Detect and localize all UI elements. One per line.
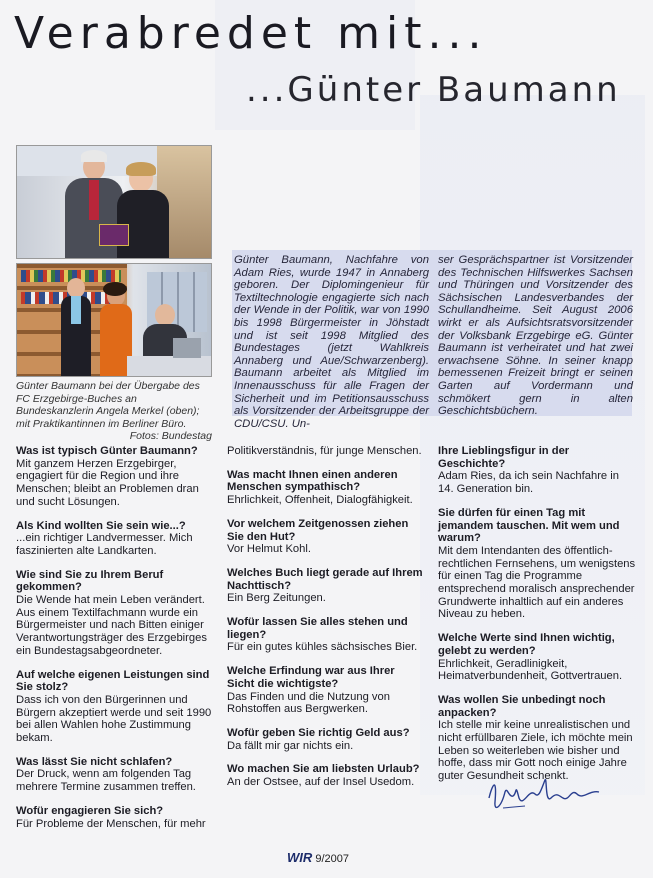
- question: Was ist typisch Günter Baumann?: [16, 445, 198, 457]
- question: Wo machen Sie am liebsten Urlaub?: [227, 763, 420, 776]
- page-footer: [287, 850, 349, 865]
- qa-item: [16, 445, 214, 509]
- question: Was wollen Sie unbedingt noch anpacken?: [438, 693, 606, 719]
- answer: ...ein richtiger Landvermesser. Mich faszinierten alte Landkarten.: [16, 532, 193, 557]
- qa-item: [227, 616, 425, 654]
- qa-item: [438, 507, 636, 621]
- qa-item: [227, 665, 425, 716]
- question: Wie sind Sie zu Ihrem Beruf gekommen?: [16, 568, 164, 594]
- answer: Ehrlichkeit, Offenheit, Dialogfähigkeit.: [227, 494, 413, 507]
- question: Ihre Lieblingsfigur in der Geschichte?: [438, 445, 570, 470]
- question: Was macht Ihnen einen anderen Menschen sympathisch?: [227, 468, 398, 494]
- interview-column-3: [438, 445, 636, 794]
- qa-item: [16, 569, 214, 658]
- qa-item: [16, 520, 214, 558]
- qa-item: [227, 469, 425, 507]
- answer: Mit ganzem Herzen Erzgebirger, engagiert für die Region und ihre Menschen; bleibt an Problemen dran und sucht Lösungen.: [16, 457, 199, 508]
- qa-item: [16, 805, 214, 830]
- photo-credit: Fotos: Bundestag: [129, 430, 212, 442]
- page-title: Verabredet mit...: [14, 8, 488, 59]
- qa-item: [16, 669, 214, 745]
- photo-book-handover: [16, 145, 212, 259]
- qa-item: [227, 445, 425, 458]
- question: Welche Erfindung war aus Ihrer Sicht die wichtigste?: [227, 665, 395, 690]
- answer: Ehrlichkeit, Geradlinigkeit, Heimatverbundenheit, Gottvertrauen.: [438, 657, 623, 683]
- photo-caption: [16, 380, 212, 443]
- issue-number: 9/2007: [315, 853, 349, 865]
- answer: Die Wende hat mein Leben verändert. Aus einem Textilfachmann wurde ein Bürgermeister und nach Bitten einiger Verantwortungsträger des Erzgebirges ein Bundestagsabgeordneter.: [16, 594, 207, 657]
- caption-text: Günter Baumann bei der Übergabe des FC Erzgebirge-Buches an Bundeskanzlerin Angela Merkel (oben); mit Praktikantinnen im Berliner Büro.: [16, 380, 200, 430]
- answer: Das Finden und die Nutzung von Rohstoffen aus Bergwerken.: [227, 690, 390, 716]
- answer: Der Druck, wenn am folgenden Tag mehrere Termine zusammen treffen.: [16, 768, 196, 794]
- answer: Dass ich von den Bürgerinnen und Bürgern akzeptiert werde und seit 1990 bei allen Wahlen hohe Zustimmung bekam.: [16, 693, 212, 745]
- qa-item: [227, 518, 425, 556]
- question: Wofür engagieren Sie sich?: [16, 804, 164, 817]
- magazine-logo: WIR: [287, 850, 313, 865]
- question: Wofür geben Sie richtig Geld aus?: [227, 726, 410, 739]
- answer: Ich stelle mir keine unrealistischen und nicht erfüllbaren Ziele, ich möchte mein Leben so weiterleben wie bisher und hoffe, dass mir Gott noch einige Jahre guter Gesundheit schenkt.: [438, 719, 633, 783]
- qa-item: [16, 756, 214, 794]
- page-subtitle: ...Günter Baumann: [246, 70, 621, 110]
- question: Auf welche eigenen Leistungen sind Sie stolz?: [16, 668, 210, 694]
- question: Welche Werte sind Ihnen wichtig, gelebt zu werden?: [438, 632, 615, 657]
- qa-item: [227, 727, 425, 752]
- qa-item: [438, 445, 636, 496]
- qa-item: [438, 632, 636, 683]
- question: Was lässt Sie nicht schlafen?: [16, 755, 173, 768]
- signature: [485, 768, 605, 818]
- photo-office-interns: [16, 263, 212, 377]
- answer-continued: Politikverständnis, für junge Menschen.: [227, 445, 422, 457]
- answer: Da fällt mir gar nichts ein.: [227, 739, 354, 752]
- question: Wofür lassen Sie alles stehen und liegen?: [227, 616, 408, 641]
- answer: Adam Ries, da ich sein Nachfahre in 14. Generation bin.: [438, 470, 619, 496]
- interview-column-2: [227, 445, 425, 800]
- answer: Ein Berg Zeitungen.: [227, 592, 326, 605]
- qa-item: [227, 567, 425, 605]
- question: Welches Buch liegt gerade auf Ihrem Nachttisch?: [227, 566, 423, 592]
- answer: Mit dem Intendanten des öffentlich-rechtlichen Fernsehens, um wenigstens für einen Tag die Programme entsprechend moralisch ansprechender Grundwerte inhaltlich auf ein anderes Niveau zu heben.: [438, 544, 636, 621]
- answer: An der Ostsee, auf der Insel Usedom.: [227, 776, 415, 789]
- answer: Für Probleme der Menschen, für mehr: [16, 817, 206, 830]
- question: Sie dürfen für einen Tag mit jemandem tauschen. Mit wem und warum?: [438, 506, 620, 545]
- question: Als Kind wollten Sie sein wie...?: [16, 519, 186, 532]
- intro-text-col1: Günter Baumann, Nachfahre von Adam Ries, wurde 1947 in Annaberg geboren. Der Diplomingenieur für Textiltechnologie engagierte sich nach der Wende in der Politik, war von 1990 bis 1998 Bürgermeister in Jöhstadt und ist seit 1998 Mitglied des Bundestages (jetzt Wahlkreis Annaberg und Aue/Schwarzenberg). Baumann arbeitet als Mitglied im Innenausschuss für alle Fragen der Sicherheit und im Petitionsausschuss als Vorsitzender der Arbeitsgruppe der CDU/CSU. Un-: [234, 254, 429, 430]
- question: Vor welchem Zeitgenossen ziehen Sie den Hut?: [227, 517, 409, 543]
- answer: Für ein gutes kühles sächsisches Bier.: [227, 641, 418, 654]
- answer: Vor Helmut Kohl.: [227, 543, 311, 556]
- qa-item: [227, 763, 425, 788]
- interview-column-1: [16, 445, 214, 841]
- intro-text-col2: ser Gesprächspartner ist Vorsitzender des Technischen Hilfswerkes Sachsen und Thüringen und Vorsitzender des Sächsischen Landesverbandes der Schullandheime. Seit August 2006 wirkt er als Aufsichtsratsvorsitzender der Volksbank Erzgebirge eG. Günter Baumann ist verheiratet und hat zwei erwachsene Söhne. In seiner knapp bemessenen Freizeit bringt er seinen Garten auf Vordermann und schmökert gern in alten Geschichtsbüchern.: [438, 254, 633, 418]
